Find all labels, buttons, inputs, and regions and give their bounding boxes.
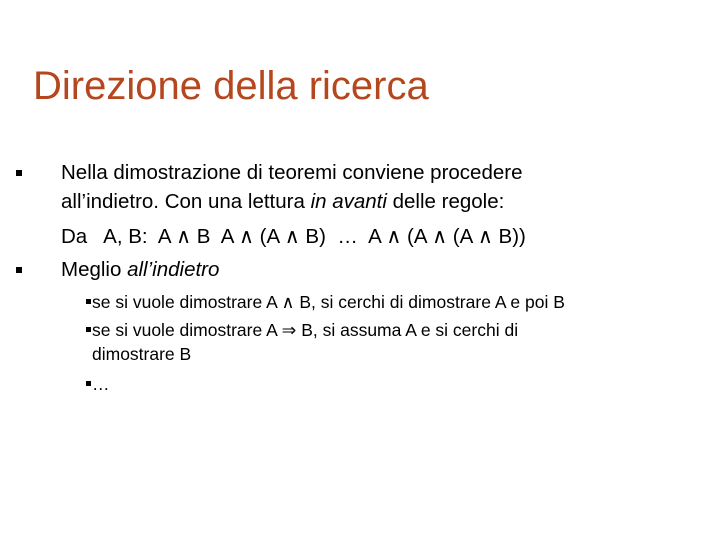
bullet-1-line-2-end: delle regole: bbox=[386, 190, 505, 213]
bullet-2-emphasis: all’indietro bbox=[127, 258, 220, 281]
sub-bullet-3-text: … bbox=[92, 374, 110, 394]
bullet-1-line-2-start: all’indietro. Con una lettura bbox=[61, 190, 311, 213]
sub-bullet-1-text: se si vuole dimostrare A ∧ B, si cerchi di dimostrare A e poi B bbox=[92, 292, 565, 312]
square-bullet-icon bbox=[16, 170, 22, 176]
square-bullet-icon bbox=[16, 267, 22, 273]
square-bullet-icon bbox=[86, 381, 91, 386]
bullet-2-start: Meglio bbox=[61, 258, 128, 281]
slide-title: Direzione della ricerca bbox=[33, 64, 429, 108]
sub-bullet-2-line-2: dimostrare B bbox=[92, 344, 192, 364]
bullet-1-line-2 bbox=[61, 189, 504, 215]
sub-bullet-2-line-1: se si vuole dimostrare A ⇒ B, si assuma A e si cerchi di bbox=[92, 320, 519, 340]
forward-rules-formula: Da A, B: A ∧ B A ∧ (A ∧ B) … A ∧ (A ∧ (A ∧ B)) bbox=[61, 225, 526, 248]
square-bullet-icon bbox=[86, 327, 91, 332]
square-bullet-icon bbox=[86, 299, 91, 304]
bullet-1-emphasis: in avanti bbox=[310, 190, 387, 213]
bullet-1-line-1: Nella dimostrazione di teoremi conviene procedere bbox=[61, 161, 523, 184]
bullet-2-text bbox=[61, 257, 219, 283]
